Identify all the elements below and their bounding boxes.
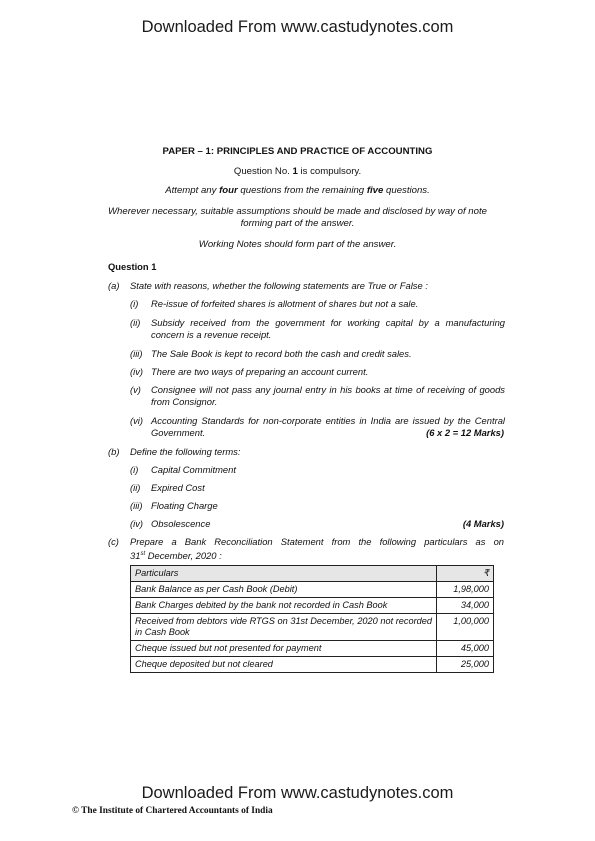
download-banner-bottom: Downloaded From www.castudynotes.com	[141, 784, 454, 802]
attempt-pre: Attempt any	[165, 185, 220, 196]
part-c-label: (c)	[108, 536, 119, 547]
a-item-num: (vi)	[130, 415, 144, 426]
amount-cell: 1,00,000	[437, 614, 494, 641]
question-heading: Question 1	[108, 261, 157, 272]
date-rest: December, 2020 :	[145, 550, 222, 562]
a-item-num: (v)	[130, 384, 141, 395]
a-item-text: Subsidy received from the government for working capital by a manufacturing	[151, 317, 505, 328]
table-row	[131, 582, 494, 598]
particular-cell: Cheque deposited but not cleared	[131, 657, 437, 673]
part-a-marks: (6 x 2 = 12 Marks)	[426, 427, 504, 438]
compulsory-note	[0, 166, 595, 178]
a-item-text: Accounting Standards for non-corporate entities in India are issued by the Central	[151, 415, 505, 426]
particular-cell: Received from debtors vide RTGS on 31st December, 2020 not recorded in Cash Book	[131, 614, 437, 641]
particular-cell: Bank Balance as per Cash Book (Debit)	[131, 582, 437, 598]
part-a-label: (a)	[108, 280, 120, 291]
a-item-text: Re-issue of forfeited shares is allotment of shares but not a sale.	[151, 298, 419, 309]
b-item-num: (iv)	[130, 518, 144, 529]
a-item-text: There are two ways of preparing an account current.	[151, 366, 369, 377]
working-notes-instruction: Working Notes should form part of the answer.	[198, 239, 397, 250]
attempt-post: questions.	[383, 185, 430, 196]
b-item-num: (i)	[130, 464, 139, 475]
amount-cell: 34,000	[437, 598, 494, 614]
a-item-num: (iii)	[130, 348, 143, 359]
table-header-row	[131, 566, 494, 582]
amount-cell: 1,98,000	[437, 582, 494, 598]
amount-header: ₹	[437, 566, 494, 582]
attempt-instruction	[0, 185, 595, 197]
particulars-header: Particulars	[131, 566, 437, 582]
attempt-mid: questions from the remaining	[237, 185, 367, 196]
copyright-footer: © The Institute of Chartered Accountants of India	[72, 806, 273, 816]
a-item-text-cont: concern is a revenue receipt.	[151, 329, 272, 340]
a-item-text: The Sale Book is kept to record both the cash and credit sales.	[151, 348, 412, 359]
b-item-text: Obsolescence	[151, 518, 211, 529]
date-ordinal: st	[140, 551, 146, 557]
attempt-four: four	[219, 185, 238, 196]
attempt-five: five	[366, 185, 384, 196]
b-item-num: (iii)	[130, 500, 143, 511]
b-item-text: Capital Commitment	[151, 464, 236, 475]
bank-reconciliation-table	[130, 565, 494, 673]
b-item-text: Expired Cost	[151, 482, 205, 493]
a-item-text-cont: from Consignor.	[151, 396, 218, 407]
amount-cell: 45,000	[437, 641, 494, 657]
table-row	[131, 598, 494, 614]
table-row	[131, 614, 494, 641]
assumptions-line-1: Wherever necessary, suitable assumptions should be made and disclosed by way of note	[108, 206, 487, 217]
download-banner-top: Downloaded From www.castudynotes.com	[141, 18, 454, 36]
compulsory-prefix: Question No.	[233, 166, 293, 177]
compulsory-number: 1	[292, 166, 298, 177]
a-item-text-cont: Government.	[151, 427, 206, 438]
b-item-num: (ii)	[130, 482, 141, 493]
amount-cell: 25,000	[437, 657, 494, 673]
a-item-num: (iv)	[130, 366, 144, 377]
date-day: 31	[130, 550, 141, 562]
particular-cell: Bank Charges debited by the bank not recorded in Cash Book	[131, 598, 437, 614]
a-item-text: Consignee will not pass any journal entry in his books at time of receiving of goods	[151, 384, 505, 395]
part-a-prompt: State with reasons, whether the following statements are True or False :	[130, 280, 428, 291]
part-c-prompt-line-2	[130, 548, 222, 562]
table-row	[131, 657, 494, 673]
a-item-num: (ii)	[130, 317, 141, 328]
part-b-prompt: Define the following terms:	[130, 446, 241, 457]
particular-cell: Cheque issued but not presented for payment	[131, 641, 437, 657]
part-c-prompt-line-1: Prepare a Bank Reconciliation Statement from the following particulars as on	[130, 536, 504, 547]
b-item-text: Floating Charge	[151, 500, 218, 511]
assumptions-line-2: forming part of the answer.	[240, 218, 355, 229]
paper-title: PAPER – 1: PRINCIPLES AND PRACTICE OF ACCOUNTING	[162, 146, 433, 157]
table-row	[131, 641, 494, 657]
a-item-num: (i)	[130, 298, 139, 309]
compulsory-suffix: is compulsory.	[297, 166, 362, 177]
part-b-marks: (4 Marks)	[462, 518, 504, 529]
part-b-label: (b)	[108, 446, 120, 457]
